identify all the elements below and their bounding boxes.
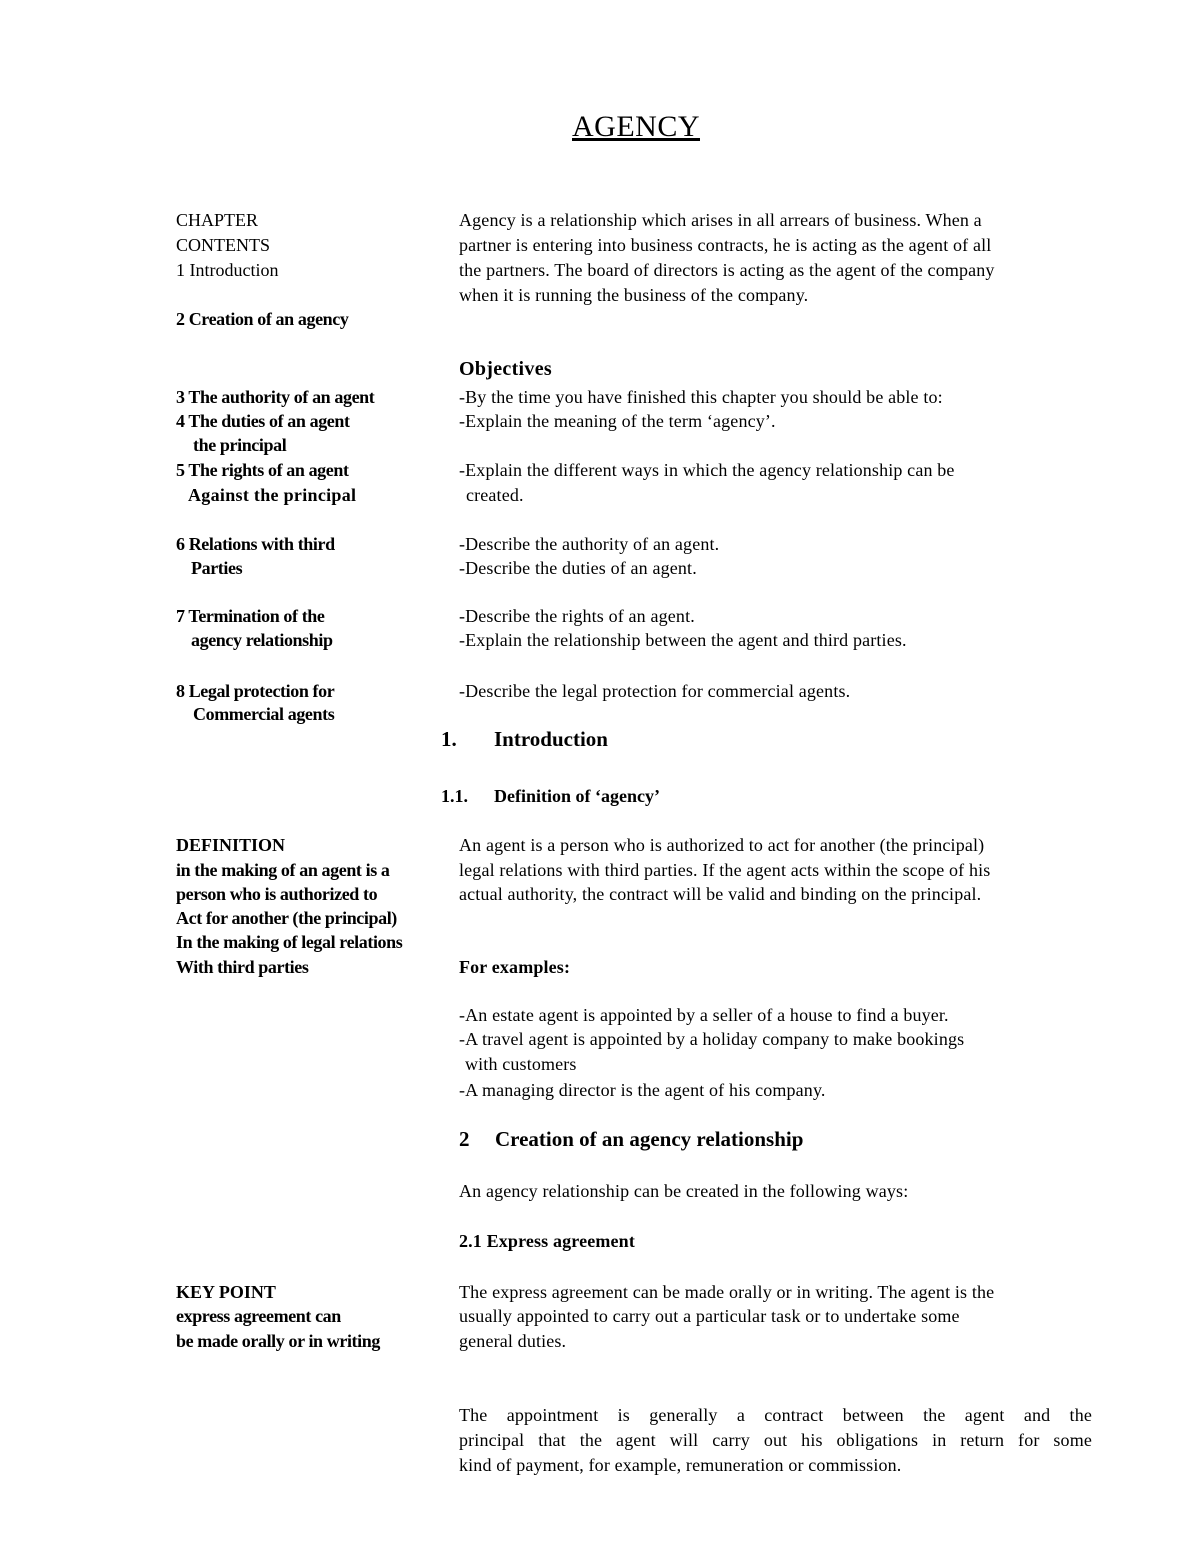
intro-line: when it is running the business of the company. — [459, 285, 809, 305]
objective-item: -Explain the relationship between the agent and third parties. — [459, 630, 907, 650]
definition-sidebar-line: Act for another (the principal) — [176, 908, 397, 928]
definition-sidebar-line: in the making of an agent is a — [176, 860, 390, 880]
intro-line: the partners. The board of directors is acting as the agent of the company — [459, 260, 995, 280]
intro-line: partner is entering into business contracts, he is acting as the agent of all — [459, 235, 992, 255]
objective-item: -Explain the different ways in which the agency relationship can be — [459, 460, 955, 480]
definition-sidebar-line: With third parties — [176, 957, 309, 977]
contents-heading-chapter: CHAPTER — [176, 210, 259, 230]
objective-item-cont: created. — [466, 485, 524, 505]
example-item-cont: with customers — [465, 1054, 577, 1074]
contents-item-duties-cont: the principal — [193, 435, 287, 455]
document-title: AGENCY — [572, 110, 700, 143]
objectives-heading: Objectives — [459, 358, 552, 380]
contents-item-rights-cont: Against the principal — [188, 485, 357, 505]
objective-item: -Describe the duties of an agent. — [459, 558, 697, 578]
example-item: -A managing director is the agent of his company. — [459, 1080, 826, 1100]
keypoint-sidebar-heading: KEY POINT — [176, 1282, 276, 1302]
contents-item-relations: 6 Relations with third — [176, 534, 335, 554]
contents-item-duties: 4 The duties of an agent — [176, 411, 350, 431]
definition-line: legal relations with third parties. If the agent acts within the scope of his — [459, 860, 991, 880]
section1-number: 1. — [441, 727, 457, 751]
contents-item-rights: 5 The rights of an agent — [176, 460, 349, 480]
contents-item-relations-cont: Parties — [191, 558, 243, 578]
section1-title: Introduction — [494, 727, 608, 751]
section1-1-number: 1.1. — [441, 786, 468, 806]
objective-item: -Describe the rights of an agent. — [459, 606, 695, 626]
express-para-line: The express agreement can be made orally or in writing. The agent is the — [459, 1282, 995, 1302]
contents-item-authority: 3 The authority of an agent — [176, 387, 375, 407]
express-para-line: general duties. — [459, 1331, 567, 1351]
section2-number: 2 — [459, 1127, 470, 1151]
express-para-line: usually appointed to carry out a particular task or to undertake some — [459, 1306, 960, 1326]
appointment-para-line: The appointment is generally a contract between the agent and the — [459, 1405, 1092, 1425]
definition-sidebar-line: In the making of legal relations — [176, 932, 403, 952]
contents-item-legal: 8 Legal protection for — [176, 681, 335, 701]
examples-heading: For examples: — [459, 957, 571, 977]
definition-sidebar-line: person who is authorized to — [176, 884, 378, 904]
contents-item-introduction: 1 Introduction — [176, 260, 279, 280]
definition-sidebar-heading: DEFINITION — [176, 835, 286, 855]
objective-item: -By the time you have finished this chapter you should be able to: — [459, 387, 943, 407]
section2-1-title: 2.1 Express agreement — [459, 1231, 635, 1251]
keypoint-sidebar-line: be made orally or in writing — [176, 1331, 380, 1351]
contents-heading-contents: CONTENTS — [176, 235, 270, 255]
keypoint-sidebar-line: express agreement can — [176, 1306, 341, 1326]
example-item: -A travel agent is appointed by a holiday company to make bookings — [459, 1029, 965, 1049]
appointment-para-line: principal that the agent will carry out his obligations in return for some — [459, 1430, 1092, 1450]
objective-item: -Describe the authority of an agent. — [459, 534, 720, 554]
objective-item: -Explain the meaning of the term ‘agency’. — [459, 411, 776, 431]
appointment-para-line: kind of payment, for example, remuneration or commission. — [459, 1455, 902, 1475]
section1-1-title: Definition of ‘agency’ — [494, 786, 660, 806]
contents-item-legal-cont: Commercial agents — [193, 704, 335, 724]
intro-line: Agency is a relationship which arises in all arrears of business. When a — [459, 210, 982, 230]
contents-item-creation: 2 Creation of an agency — [176, 309, 349, 329]
definition-line: actual authority, the contract will be valid and binding on the principal. — [459, 884, 982, 904]
example-item: -An estate agent is appointed by a seller of a house to find a buyer. — [459, 1005, 949, 1025]
section2-intro: An agency relationship can be created in the following ways: — [459, 1181, 909, 1201]
definition-line: An agent is a person who is authorized to act for another (the principal) — [459, 835, 985, 855]
contents-item-termination: 7 Termination of the — [176, 606, 325, 626]
contents-item-termination-cont: agency relationship — [191, 630, 333, 650]
section2-title: Creation of an agency relationship — [495, 1127, 804, 1151]
objective-item: -Describe the legal protection for commercial agents. — [459, 681, 851, 701]
